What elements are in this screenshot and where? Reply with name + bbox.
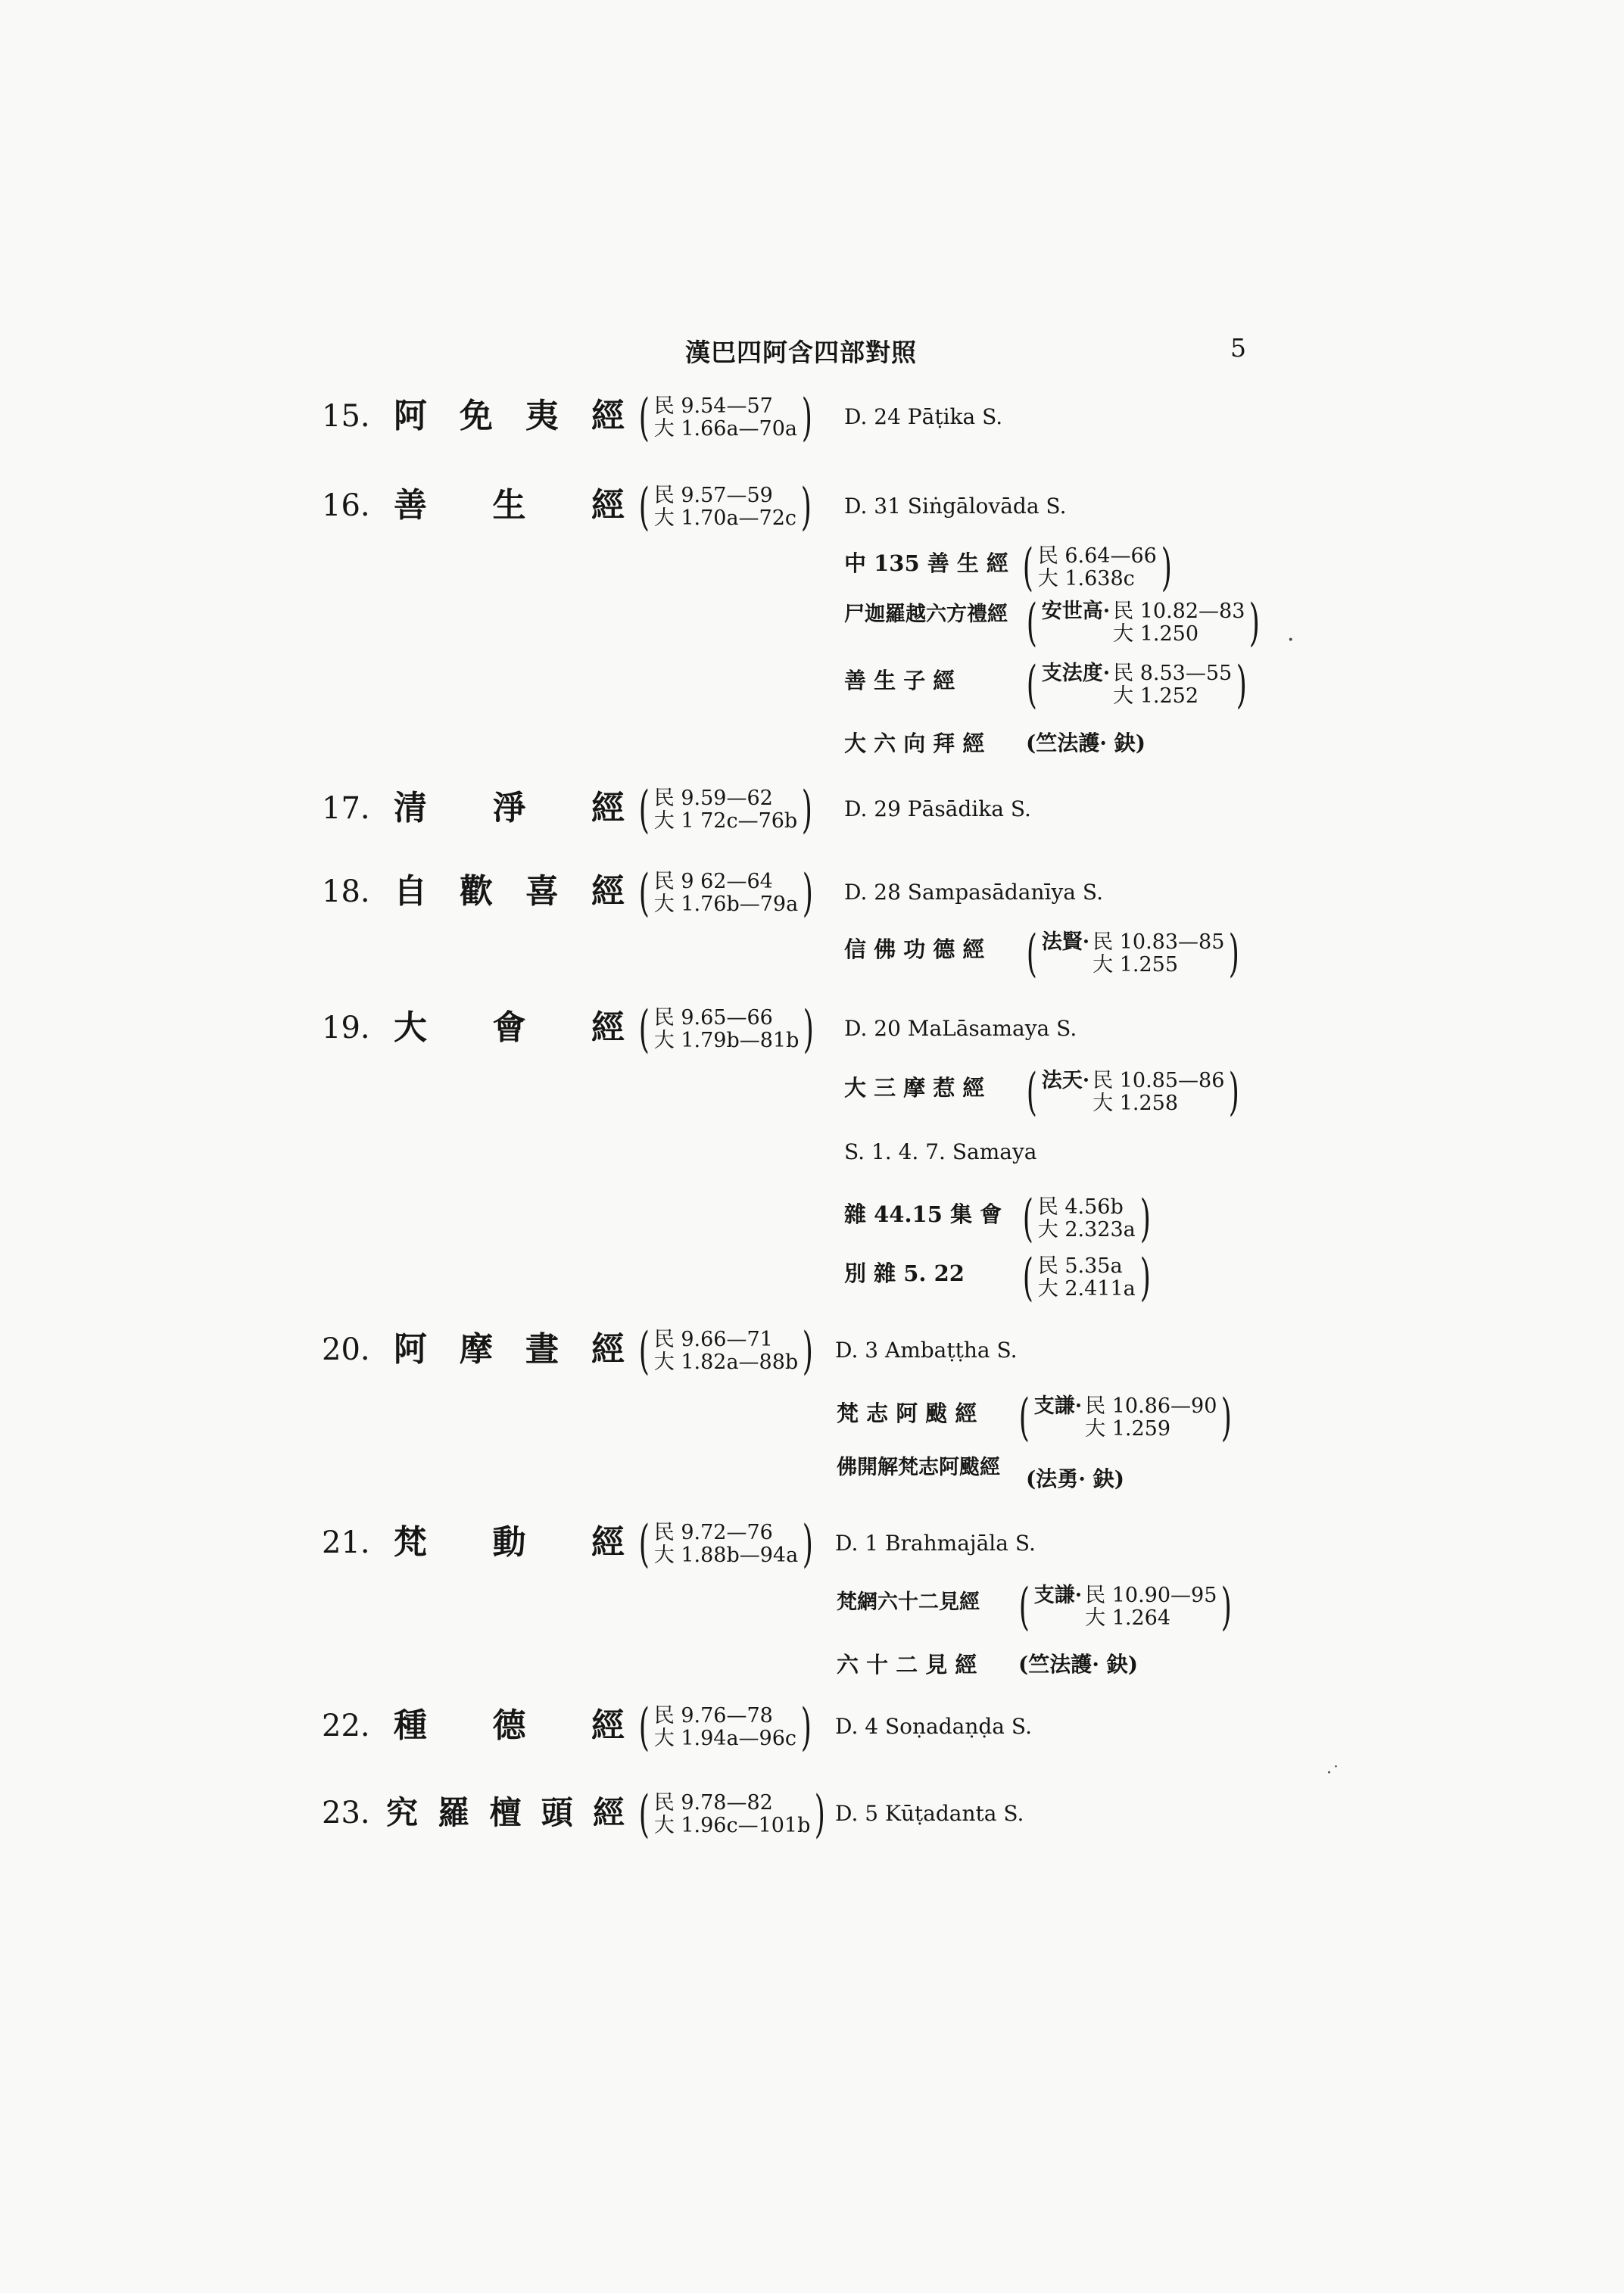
parallel-title: 善 生 子 經 xyxy=(844,668,955,693)
ref-line-1: 民 9.66—71 xyxy=(653,1328,773,1351)
title-char: 歡 xyxy=(460,872,493,911)
right-paren: ) xyxy=(1229,924,1240,983)
parallel-title: 尸迦羅越六方禮經 xyxy=(844,603,1008,626)
right-paren: ) xyxy=(802,780,813,839)
right-paren: ) xyxy=(800,478,812,536)
entry-title xyxy=(394,1009,625,1047)
title-char: 夷 xyxy=(525,397,559,435)
volume-reference xyxy=(1022,594,1264,652)
left-paren: ( xyxy=(1022,538,1033,597)
entry-17 xyxy=(0,780,1624,858)
title-char: 喜 xyxy=(525,872,559,911)
parallel-title: 大 三 摩 惹 經 xyxy=(844,1075,985,1101)
right-paren: ) xyxy=(803,1000,815,1058)
title-char: 晝 xyxy=(525,1330,559,1369)
volume-reference xyxy=(634,478,816,536)
parallel-20b xyxy=(0,1457,1624,1510)
left-paren: ( xyxy=(1018,1388,1030,1447)
ref-line-1: 民 4.56b xyxy=(1037,1195,1124,1219)
entry-20 xyxy=(0,1322,1624,1399)
left-paren: ( xyxy=(1026,594,1037,652)
title-char: 檀 xyxy=(489,1794,522,1831)
entry-number: 20. xyxy=(322,1332,370,1367)
entry-title xyxy=(394,1524,625,1562)
volume-reference xyxy=(634,1000,818,1058)
right-paren: ) xyxy=(815,1785,826,1843)
ref-line-1: 民 9.72—76 xyxy=(653,1521,773,1544)
volume-reference xyxy=(634,1785,830,1843)
left-paren: ( xyxy=(638,388,650,447)
right-paren: ) xyxy=(1221,1578,1233,1636)
right-paren: ) xyxy=(802,1515,814,1573)
volume-reference xyxy=(1022,924,1244,983)
translator-name: 法天· xyxy=(1041,1069,1090,1092)
entry-number: 22. xyxy=(322,1709,370,1743)
parallel-19c xyxy=(0,1189,1624,1253)
parallel-16d xyxy=(0,729,1624,782)
volume-reference xyxy=(634,780,817,839)
left-paren: ( xyxy=(1022,1248,1033,1307)
translator-name: 支謙· xyxy=(1033,1394,1083,1418)
print-mark: · xyxy=(1287,627,1295,653)
pali-reference: D. 5 Kūṭadanta S. xyxy=(835,1801,1024,1826)
left-paren: ( xyxy=(1018,1578,1030,1636)
left-paren: ( xyxy=(638,1698,650,1756)
ref-line-2: 大 1.258 xyxy=(1093,1092,1179,1115)
entry-title xyxy=(394,873,625,911)
ref-line-2: 大 1.259 xyxy=(1085,1417,1171,1441)
pali-reference: D. 3 Ambaṭṭha S. xyxy=(835,1338,1018,1363)
entry-18 xyxy=(0,864,1624,941)
translator-name: 安世高· xyxy=(1041,600,1111,623)
entry-number: 21. xyxy=(322,1525,370,1560)
title-char: 阿 xyxy=(394,397,427,435)
title-char: 經 xyxy=(591,397,625,435)
print-mark: ·˙ xyxy=(1326,1764,1340,1783)
entry-15 xyxy=(0,388,1624,466)
parallel-title: 信 佛 功 德 經 xyxy=(844,936,985,962)
right-paren: ) xyxy=(802,1322,814,1380)
ref-line-1: 民 9.57—59 xyxy=(653,484,773,507)
left-paren: ( xyxy=(638,478,650,536)
title-char: 會 xyxy=(492,1008,526,1047)
ref-line-1: 民 9.78—82 xyxy=(653,1791,773,1815)
title-char: 羅 xyxy=(438,1794,470,1831)
right-paren: ) xyxy=(802,864,814,922)
ref-line-2: 大 1.250 xyxy=(1113,622,1199,646)
title-char: 頭 xyxy=(541,1794,573,1831)
translator-note: (竺法護· 鈌) xyxy=(1026,731,1146,756)
page-title: 漢巴四阿含四部對照 xyxy=(685,338,917,367)
parallel-19a xyxy=(0,1063,1624,1126)
entry-title xyxy=(394,397,625,435)
ref-line-2: 大 2.323a xyxy=(1037,1218,1136,1242)
parallel-title: S. 1. 4. 7. Samaya xyxy=(844,1139,1037,1164)
ref-line-1: 民 10.82—83 xyxy=(1113,600,1245,623)
title-char: 阿 xyxy=(394,1330,427,1369)
title-char: 經 xyxy=(592,1794,625,1831)
ref-line-2: 大 1.66a—70a xyxy=(653,417,798,441)
left-paren: ( xyxy=(638,1785,650,1843)
ref-line-1: 民 8.53—55 xyxy=(1113,662,1233,685)
ref-line-2: 大 1.252 xyxy=(1113,684,1199,708)
ref-line-2: 大 1.88b—94a xyxy=(653,1544,799,1567)
ref-line-1: 民 9.59—62 xyxy=(653,787,773,810)
parallel-title: 梵 志 阿 颰 經 xyxy=(837,1400,977,1426)
volume-reference xyxy=(634,864,818,922)
title-char: 免 xyxy=(460,397,493,435)
right-paren: ) xyxy=(1161,538,1172,597)
ref-line-1: 民 9.65—66 xyxy=(653,1006,773,1030)
ref-line-1: 民 10.85—86 xyxy=(1093,1069,1225,1092)
title-char: 生 xyxy=(492,486,526,525)
ref-line-1: 民 5.35a xyxy=(1037,1254,1123,1278)
left-paren: ( xyxy=(1026,924,1037,983)
entry-21 xyxy=(0,1515,1624,1592)
parallel-16a xyxy=(0,538,1624,602)
entry-number: 16. xyxy=(322,488,370,523)
title-char: 究 xyxy=(386,1794,419,1831)
right-paren: ) xyxy=(1249,594,1261,652)
entry-title xyxy=(394,1707,625,1745)
right-paren: ) xyxy=(1229,1063,1240,1121)
translator-note: (竺法護· 鈌) xyxy=(1018,1652,1138,1677)
left-paren: ( xyxy=(638,864,650,922)
ref-line-2: 大 1.76b—79a xyxy=(653,893,799,916)
entry-number: 15. xyxy=(322,399,370,434)
ref-line-1: 民 9.76—78 xyxy=(653,1704,773,1728)
entry-number: 19. xyxy=(322,1011,370,1045)
entry-number: 18. xyxy=(322,874,370,909)
ref-line-2: 大 1.94a—96c xyxy=(653,1727,797,1750)
pali-reference: D. 1 Brahmajāla S. xyxy=(835,1531,1036,1556)
ref-line-1: 民 9 62—64 xyxy=(653,870,773,893)
ref-line-1: 民 10.90—95 xyxy=(1085,1584,1217,1607)
ref-line-1: 民 10.83—85 xyxy=(1093,930,1225,954)
volume-reference xyxy=(1018,1248,1155,1307)
entry-19 xyxy=(0,1000,1624,1077)
volume-reference xyxy=(1018,1189,1155,1248)
pali-reference: D. 4 Soṇadaṇḍa S. xyxy=(835,1714,1032,1739)
left-paren: ( xyxy=(638,1000,650,1058)
parallel-19b xyxy=(0,1138,1624,1191)
translator-name: 法賢· xyxy=(1041,930,1090,954)
title-char: 種 xyxy=(394,1706,427,1745)
volume-reference xyxy=(634,1322,818,1380)
page-header xyxy=(0,333,1624,379)
translator-note: (法勇· 鈌) xyxy=(1026,1466,1124,1491)
right-paren: ) xyxy=(1236,656,1248,714)
ref-line-2: 大 1 72c—76b xyxy=(653,809,798,833)
right-paren: ) xyxy=(1221,1388,1233,1447)
right-paren: ) xyxy=(801,388,812,447)
title-char: 經 xyxy=(591,1330,625,1369)
entry-23 xyxy=(0,1785,1624,1862)
ref-line-1: 民 6.64—66 xyxy=(1037,544,1157,568)
ref-line-2: 大 1.70a—72c xyxy=(653,506,797,530)
entry-number: 17. xyxy=(322,791,370,826)
pali-reference: D. 20 MaLāsamaya S. xyxy=(844,1016,1077,1041)
title-char: 經 xyxy=(591,789,625,827)
parallel-16c xyxy=(0,656,1624,719)
entry-title xyxy=(394,790,625,827)
title-char: 自 xyxy=(394,872,427,911)
parallel-title: 梵網六十二見經 xyxy=(837,1590,980,1614)
title-char: 梵 xyxy=(394,1523,427,1562)
parallel-21a xyxy=(0,1578,1624,1641)
left-paren: ( xyxy=(638,1515,650,1573)
ref-line-2: 大 1.264 xyxy=(1085,1606,1171,1630)
parallel-title: 六 十 二 見 經 xyxy=(837,1652,977,1678)
entry-number: 23. xyxy=(322,1796,370,1830)
parallel-16b xyxy=(0,594,1624,657)
title-char: 大 xyxy=(394,1008,427,1047)
volume-reference xyxy=(1022,656,1252,714)
title-char: 摩 xyxy=(460,1330,493,1369)
volume-reference xyxy=(634,388,817,447)
pali-reference: D. 28 Sampasādanīya S. xyxy=(844,880,1103,905)
parallel-title: 別 雜 5. 22 xyxy=(844,1260,965,1286)
volume-reference xyxy=(634,1515,818,1573)
title-char: 清 xyxy=(394,789,427,827)
volume-reference xyxy=(1022,1063,1244,1121)
volume-reference xyxy=(1015,1388,1236,1447)
ref-line-1: 民 10.86—90 xyxy=(1085,1394,1217,1418)
title-char: 淨 xyxy=(492,789,526,827)
pali-reference: D. 24 Pāṭika S. xyxy=(844,404,1003,429)
ref-line-2: 大 1.82a—88b xyxy=(653,1351,799,1374)
entry-title xyxy=(394,487,625,525)
left-paren: ( xyxy=(1026,656,1037,714)
ref-line-2: 大 1.255 xyxy=(1093,953,1179,977)
left-paren: ( xyxy=(638,1322,650,1380)
ref-line-2: 大 1.638c xyxy=(1037,567,1135,590)
right-paren: ) xyxy=(800,1698,812,1756)
pali-reference: D. 29 Pāsādika S. xyxy=(844,796,1031,821)
right-paren: ) xyxy=(1139,1189,1151,1248)
parallel-title: 雜 44.15 集 會 xyxy=(844,1201,1002,1227)
entry-22 xyxy=(0,1698,1624,1775)
parallel-title: 中 135 善 生 經 xyxy=(844,550,1008,576)
parallel-19d xyxy=(0,1248,1624,1312)
ref-line-2: 大 1.79b—81b xyxy=(653,1029,800,1052)
title-char: 德 xyxy=(492,1706,526,1745)
title-char: 經 xyxy=(591,1008,625,1047)
title-char: 經 xyxy=(591,486,625,525)
title-char: 經 xyxy=(591,872,625,911)
ref-line-2: 大 1.96c—101b xyxy=(653,1814,811,1837)
parallel-21b xyxy=(0,1650,1624,1703)
left-paren: ( xyxy=(1026,1063,1037,1121)
entry-16 xyxy=(0,478,1624,555)
ref-line-2: 大 2.411a xyxy=(1037,1277,1136,1301)
volume-reference xyxy=(1018,538,1177,597)
title-char: 經 xyxy=(591,1706,625,1745)
volume-reference xyxy=(634,1698,816,1756)
entry-title xyxy=(394,1331,625,1369)
translator-name: 支法度· xyxy=(1041,662,1111,685)
left-paren: ( xyxy=(638,780,650,839)
entry-title xyxy=(386,1794,625,1832)
parallel-title: 大 六 向 拜 經 xyxy=(844,731,985,756)
parallel-18a xyxy=(0,924,1624,988)
title-char: 動 xyxy=(492,1523,526,1562)
pali-reference: D. 31 Siṅgālovāda S. xyxy=(844,494,1067,519)
volume-reference xyxy=(1015,1578,1236,1636)
title-char: 經 xyxy=(591,1523,625,1562)
parallel-20a xyxy=(0,1388,1624,1452)
page-number: 5 xyxy=(1230,333,1246,363)
title-char: 善 xyxy=(394,486,427,525)
left-paren: ( xyxy=(1022,1189,1033,1248)
translator-name: 支謙· xyxy=(1033,1584,1083,1607)
parallel-title: 佛開解梵志阿颰經 xyxy=(837,1456,1000,1479)
ref-line-1: 民 9.54—57 xyxy=(653,394,773,418)
right-paren: ) xyxy=(1139,1248,1151,1307)
